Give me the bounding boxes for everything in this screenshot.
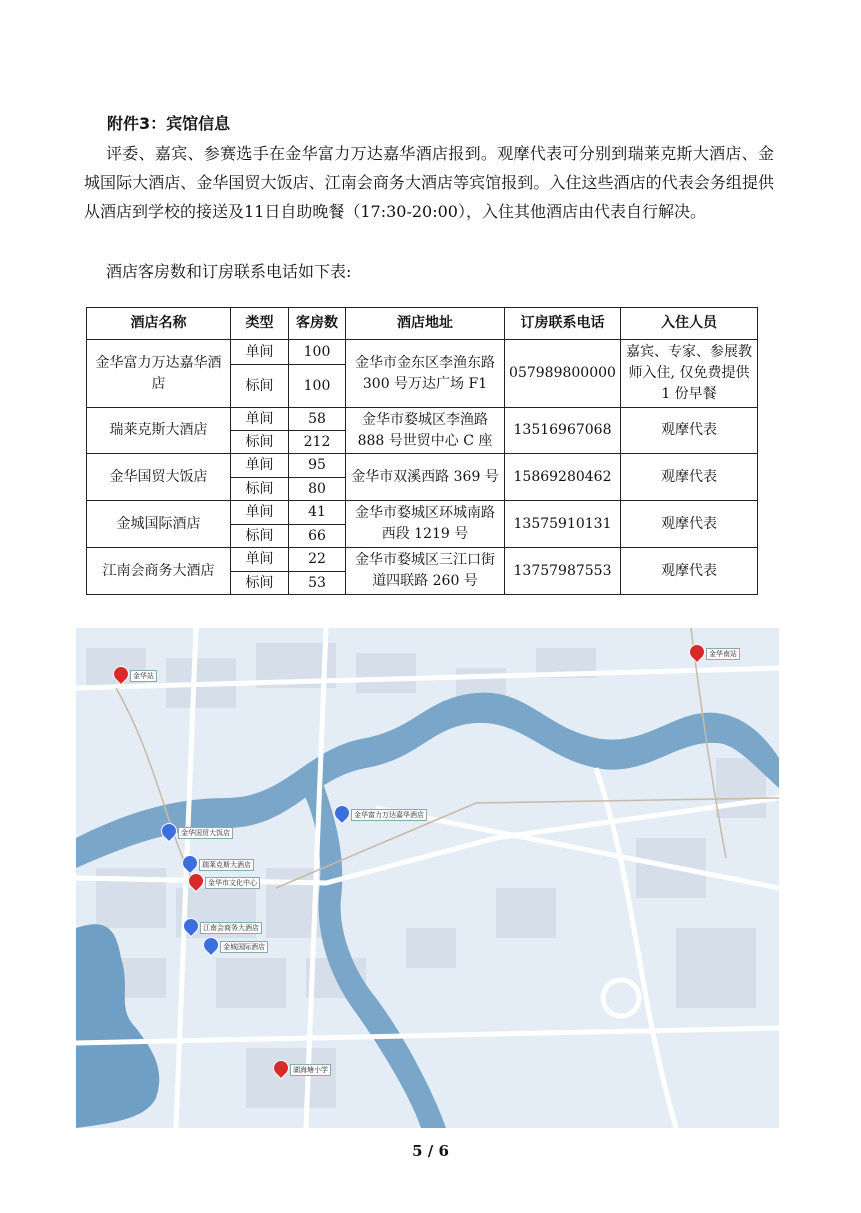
hotel-name: 江南会商务大酒店 xyxy=(87,548,231,595)
hotel-name: 金华国贸大饭店 xyxy=(87,454,231,501)
hotel-name: 金华富力万达嘉华酒店 xyxy=(87,340,231,408)
map-marker-label: 金华南站 xyxy=(706,648,740,660)
hotel-guests: 嘉宾、专家、参展教师入住, 仅免费提供 1 份早餐 xyxy=(621,340,758,408)
room-type: 标间 xyxy=(231,525,289,548)
hotel-address: 金华市婺城区三江口街道四联路 260 号 xyxy=(346,548,505,595)
hotel-phone: 13575910131 xyxy=(505,501,621,548)
location-map[interactable] xyxy=(76,628,779,1128)
hotel-phone: 13516967068 xyxy=(505,408,621,454)
room-count: 53 xyxy=(289,572,346,595)
hotel-name: 瑞莱克斯大酒店 xyxy=(87,408,231,454)
hotel-guests: 观摩代表 xyxy=(621,548,758,595)
header-hotel-name: 酒店名称 xyxy=(87,308,231,340)
room-type: 单间 xyxy=(231,408,289,431)
header-address: 酒店地址 xyxy=(346,308,505,340)
section-heading: 附件3：宾馆信息 xyxy=(107,114,231,133)
hotel-address: 金华市婺城区李渔路 888 号世贸中心 C 座 xyxy=(346,408,505,454)
room-count: 80 xyxy=(289,478,346,501)
room-count: 212 xyxy=(289,431,346,454)
room-type: 标间 xyxy=(231,478,289,501)
table-row xyxy=(87,501,758,525)
table-row xyxy=(87,408,758,431)
hotel-phone: 13757987553 xyxy=(505,548,621,595)
map-marker-label: 金城国际酒店 xyxy=(220,941,268,953)
hotel-guests: 观摩代表 xyxy=(621,454,758,501)
header-guests: 入住人员 xyxy=(621,308,758,340)
intro-paragraph xyxy=(84,139,774,226)
map-marker-label: 湖海塘小学 xyxy=(290,1064,331,1076)
header-phone: 订房联系电话 xyxy=(505,308,621,340)
room-count: 22 xyxy=(289,548,346,572)
room-count: 41 xyxy=(289,501,346,525)
header-rooms: 客房数 xyxy=(289,308,346,340)
room-count: 100 xyxy=(289,365,346,408)
map-marker-label: 金华国贸大饭店 xyxy=(178,827,233,839)
hotel-address: 金华市双溪西路 369 号 xyxy=(346,454,505,501)
map-marker-label: 金华富力万达嘉华酒店 xyxy=(351,809,427,821)
paragraph-table-intro: 酒店客房数和订房联系电话如下表: xyxy=(106,262,352,281)
room-type: 单间 xyxy=(231,501,289,525)
map-marker-label: 瑞莱克斯大酒店 xyxy=(199,859,254,871)
table-intro xyxy=(84,257,774,286)
hotel-guests: 观摩代表 xyxy=(621,501,758,548)
map-marker-label: 江南会商务大酒店 xyxy=(200,922,262,934)
map-marker-label: 金华站 xyxy=(130,670,157,682)
table-header-row xyxy=(87,308,758,340)
room-type: 单间 xyxy=(231,454,289,478)
room-type: 单间 xyxy=(231,548,289,572)
table-row xyxy=(87,454,758,478)
table-row xyxy=(87,548,758,572)
room-type: 标间 xyxy=(231,431,289,454)
room-count: 100 xyxy=(289,340,346,365)
room-count: 95 xyxy=(289,454,346,478)
room-count: 66 xyxy=(289,525,346,548)
room-type: 单间 xyxy=(231,340,289,365)
room-count: 58 xyxy=(289,408,346,431)
map-canvas xyxy=(76,628,779,1128)
hotel-phone: 15869280462 xyxy=(505,454,621,501)
hotel-guests: 观摩代表 xyxy=(621,408,758,454)
hotel-address: 金华市金东区李渔东路 300 号万达广场 F1 xyxy=(346,340,505,408)
room-type: 标间 xyxy=(231,365,289,408)
room-type: 标间 xyxy=(231,572,289,595)
header-type: 类型 xyxy=(231,308,289,340)
page-number: 5 / 6 xyxy=(412,1142,449,1160)
hotel-phone: 057989800000 xyxy=(505,340,621,408)
table-row xyxy=(87,340,758,365)
map-marker-label: 金华市文化中心 xyxy=(205,877,260,889)
paragraph-registration: 评委、嘉宾、参赛选手在金华富力万达嘉华酒店报到。观摩代表可分别到瑞莱克斯大酒店、金城国际大酒店、金华国贸大饭店、江南会商务大酒店等宾馆报到。入住这些酒店的代表会务组提供从酒店到学校的接送及11日自助晚餐（17:30-20:00），入住其他酒店由代表自行解决。 xyxy=(84,144,774,221)
hotel-name: 金城国际酒店 xyxy=(87,501,231,548)
hotel-table xyxy=(86,307,758,595)
hotel-address: 金华市婺城区环城南路西段 1219 号 xyxy=(346,501,505,548)
